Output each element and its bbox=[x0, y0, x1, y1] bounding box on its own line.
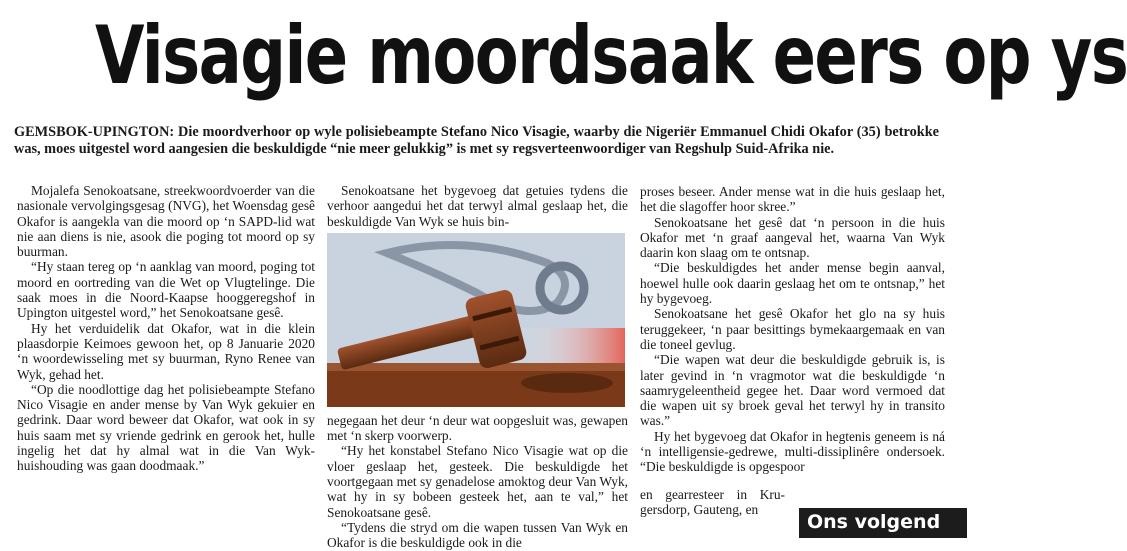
article-column-1 bbox=[17, 183, 315, 474]
paragraph: “Die beskuldigdes het ander mense begin aanval, hoewel hulle ook daarin geslaag het om te ontsnap,” het hy bygevoeg. bbox=[640, 260, 945, 307]
paragraph: Mojalefa Senokoatsane, streekwoordvoerder van die nasionale vervolgingsgesag (NVG), het Woensdag gesê Okafor is aangekla van die moord op ‘n SAPD-lid wat nie aan diens is nie, asook die poging tot moord op sy buurman. bbox=[17, 183, 315, 260]
paragraph: Senokoatsane het bygevoeg dat getuies tydens die verhoor aangedui het dat terwyl almal geslaap het, die beskuldigde Van Wyk se huis bin- bbox=[327, 183, 628, 229]
gavel-handcuffs-photo bbox=[327, 233, 625, 407]
paragraph: proses beseer. Ander mense wat in die huis geslaap het, het die slagoffer hoor skree.” bbox=[640, 184, 945, 215]
paragraph: “Hy het konstabel Stefano Nico Visagie wat op die vloer geslaap het, gesteek. Die beskuldigde het voortgegaan met sy genadelose amoktog deur Van Wyk, wat hy in sy bobeen gesteek het, aan te val,” het Senokoatsane gesê. bbox=[327, 443, 628, 520]
paragraph: “Tydens die stryd om die wapen tussen Van Wyk en Okafor is die beskuldigde ook in die bbox=[327, 519, 628, 551]
article-column-3 bbox=[640, 184, 945, 517]
continued-label: Ons volgend bbox=[799, 508, 967, 538]
paragraph: Hy het verduidelik dat Okafor, wat in die klein plaasdorpie Keimoes gewoon het, op 8 Januarie 2020 ‘n woordewisseling met sy buurman, Ryno Renee van Wyk, gehad het. bbox=[17, 320, 315, 382]
paragraph: Senokoatsane het gesê dat ‘n persoon in die huis Okafor met ‘n graaf aangeval het, waarna Van Wyk daarin kon slaag om te ontsnap. bbox=[640, 214, 945, 261]
paragraph: “Op die noodlottige dag het polisiebeampte Stefano Nico Visagie en ander mense by Van Wyk gekuier en gedrink. Daar word beweer dat Okafor, wat ook in sy huis saam met sy vriende gedrink en gerook het, hulle ingelig het dat hy almal wat in die Van Wyk-huishouding was gaan doodmaak.” bbox=[17, 381, 315, 474]
article-column-2 bbox=[327, 183, 628, 551]
paragraph: “Die wapen wat deur die beskuldigde gebruik is, is later gevind in ‘n vragmotor wat die beskuldigde ‘n saamrygeleentheid gegee het. Daar word vermoed dat die wapen uit sy broek geval het terwyl hy in transito was.” bbox=[640, 352, 945, 429]
paragraph: “Hy staan tereg op ‘n aanklag van moord, poging tot moord en oortreding van die Wet op Vlugtelinge. Die saak moes in die Noord-Kaapse hooggeregshof in Upington uitgestel word,” het Senokoatsane gesê. bbox=[17, 259, 315, 321]
lead-paragraph: GEMSBOK-UPINGTON: Die moordverhoor op wyle polisiebeampte Stefano Nico Visagie, waarby die Nigeriër Emmanuel Chidi Okafor (35) betrokke was, moes uitgestel word aangesien die beskuldigde “nie meer gelukkig” is met sy regsverteenwoordiger van Regshulp Suid-Afrika nie. bbox=[14, 124, 939, 157]
paragraph: Hy het bygevoeg dat Okafor in hegtenis geneem is ná ‘n intelligensie-gedrewe, multi-dissiplinêre ondersoek. “Die beskuldigde is opgespoor bbox=[640, 428, 945, 475]
paragraph: negegaan het deur ‘n deur wat oopgesluit was, gewapen met ‘n skerp voorwerp. bbox=[327, 412, 628, 444]
paragraph: Senokoatsane het gesê Okafor het glo na sy huis teruggekeer, ‘n paar besittings bymekaargemaak en van die toneel gevlug. bbox=[640, 306, 945, 352]
headline: Visagie moordsaak eers op ys bbox=[95, 9, 1127, 102]
paragraph: en gearresteer in Krugersdorp, Gauteng, en bbox=[640, 486, 785, 517]
gavel-icon bbox=[327, 233, 625, 407]
